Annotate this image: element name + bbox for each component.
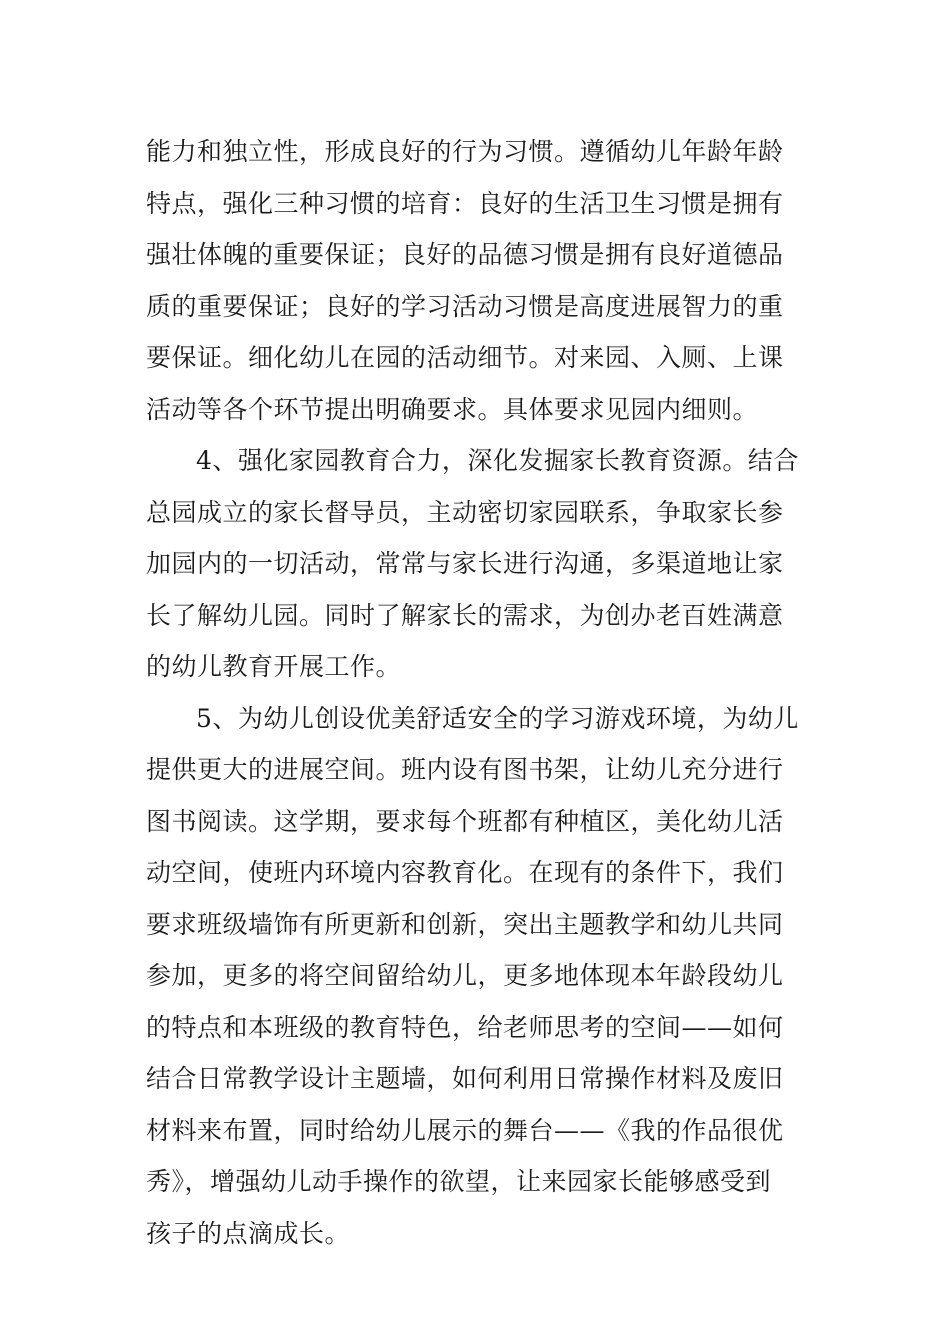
text-line: 加园内的一切活动，常常与家长进行沟通，多渠道地让家: [146, 549, 784, 578]
text-line: 强壮体魄的重要保证；良好的品德习惯是拥有良好道德品: [146, 240, 784, 269]
text-line: 的特点和本班级的教育特色，给老师思考的空间——如何: [146, 1012, 784, 1042]
text-line: 质的重要保证；良好的学习活动习惯是高度进展智力的重: [146, 291, 784, 321]
paragraph-4-start: 4、强化家园教育合力，深化发掘家长教育资源。结合: [196, 446, 799, 475]
body-text: [146, 126, 810, 1259]
text-line: 的幼儿教育开展工作。: [146, 652, 402, 681]
text-line: 活动等各个环节提出明确要求。具体要求见园内细则。: [146, 394, 759, 424]
text-line: 总园成立的家长督导员，主动密切家园联系，争取家长参: [146, 497, 784, 527]
text-line: 动空间，使班内环境内容教育化。在现有的条件下，我们: [146, 858, 784, 887]
text-line: 图书阅读。这学期，要求每个班都有种植区，美化幼儿活: [146, 806, 784, 836]
text-line: 参加，更多的将空间留给幼儿，更多地体现本年龄段幼儿: [146, 961, 784, 990]
paragraph-5-start: 5、为幼儿创设优美舒适安全的学习游戏环境，为幼儿: [196, 703, 799, 733]
text-line: 要保证。细化幼儿在园的活动细节。对来园、入厕、上课: [146, 343, 784, 372]
text-line: 提供更大的进展空间。班内设有图书架，让幼儿充分进行: [146, 755, 784, 784]
text-line: 特点，强化三种习惯的培育：良好的生活卫生习惯是拥有: [146, 188, 784, 218]
text-line: 能力和独立性，形成良好的行为习惯。遵循幼儿年龄年龄: [146, 137, 784, 166]
text-line: 孩子的点滴成长。: [146, 1218, 351, 1248]
text-line: 长了解幼儿园。同时了解家长的需求，为创办老百姓满意: [146, 600, 784, 630]
text-line: 秀》，增强幼儿动手操作的欲望，让来园家长能够感受到: [146, 1167, 772, 1196]
text-line: 结合日常教学设计主题墙，如何利用日常操作材料及废旧: [146, 1064, 784, 1093]
text-line: 要求班级墙饰有所更新和创新，突出主题教学和幼儿共同: [146, 909, 784, 939]
text-line: 材料来布置，同时给幼儿展示的舞台——《我的作品很优: [146, 1115, 784, 1145]
